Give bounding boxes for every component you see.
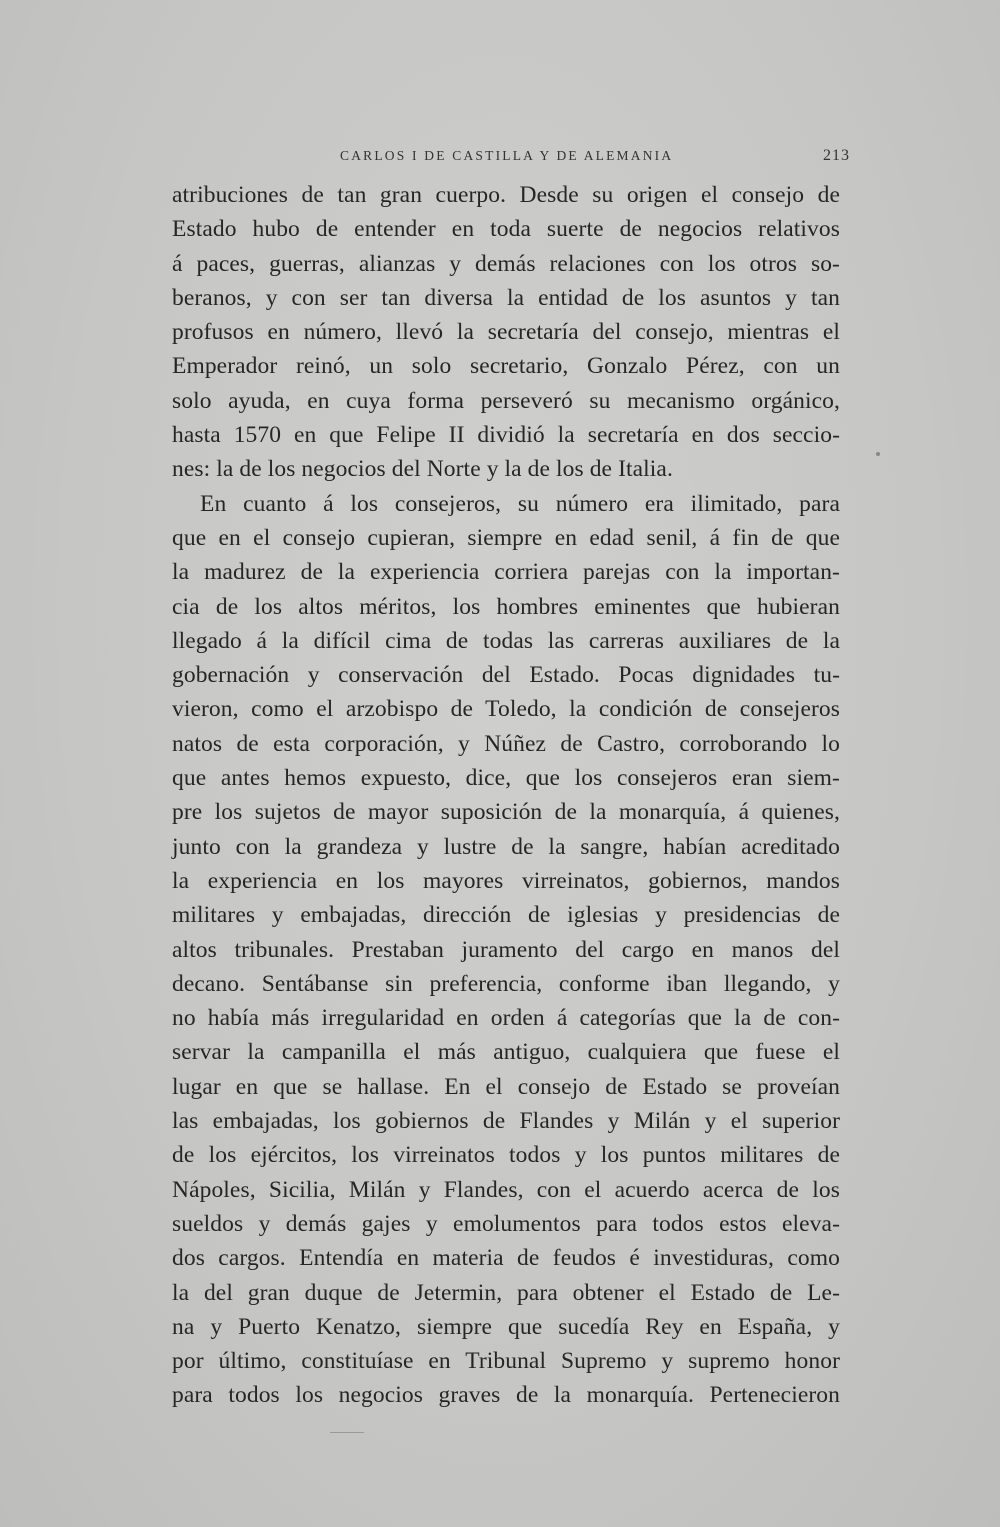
- body-text: [172, 178, 840, 1413]
- paper-mark: [330, 1432, 364, 1433]
- text-line: altos tribunales. Prestaban juramento del cargo en manos del: [172, 936, 840, 963]
- text-line: la experiencia en los mayores virreinatos, gobiernos, mandos: [172, 867, 840, 894]
- text-line: Emperador reinó, un solo secretario, Gonzalo Pérez, con un: [172, 353, 840, 380]
- text-line: nes: la de los negocios del Norte y la de los de Italia.: [172, 456, 673, 483]
- text-line: de los ejércitos, los virreinatos todos y los puntos militares de: [172, 1142, 840, 1169]
- text-line: servar la campanilla el más antiguo, cualquiera que fuese el: [172, 1039, 840, 1066]
- text-line: llegado á la difícil cima de todas las carreras auxiliares de la: [172, 627, 840, 654]
- text-line: que antes hemos expuesto, dice, que los consejeros eran siem-: [172, 765, 840, 792]
- page-number: 213: [823, 147, 850, 164]
- text-line: atribuciones de tan gran cuerpo. Desde su origen el consejo de: [172, 182, 840, 208]
- paragraph-start-line: En cuanto á los consejeros, su número era ilimitado, para: [200, 490, 840, 517]
- text-line: solo ayuda, en cuya forma perseveró su mecanismo orgánico,: [172, 387, 840, 414]
- text-line: beranos, y con ser tan diversa la entidad de los asuntos y tan: [172, 284, 840, 311]
- text-line: vieron, como el arzobispo de Toledo, la condición de consejeros: [172, 696, 840, 723]
- text-line: Nápoles, Sicilia, Milán y Flandes, con el acuerdo acerca de los: [172, 1176, 840, 1203]
- text-line: militares y embajadas, dirección de iglesias y presidencias de: [172, 902, 840, 929]
- text-line: las embajadas, los gobiernos de Flandes y Milán y el superior: [172, 1108, 840, 1135]
- text-line: pre los sujetos de mayor suposición de la monarquía, á quienes,: [172, 799, 840, 826]
- text-line: no había más irregularidad en orden á categorías que la de con-: [172, 1005, 840, 1032]
- text-line: profusos en número, llevó la secretaría del consejo, mientras el: [172, 319, 840, 346]
- text-line: sueldos y demás gajes y emolumentos para todos estos eleva-: [172, 1210, 840, 1237]
- text-line: para todos los negocios graves de la monarquía. Pertenecieron: [172, 1382, 840, 1409]
- text-line: gobernación y conservación del Estado. Pocas dignidades tu-: [172, 662, 840, 689]
- text-line: Estado hubo de entender en toda suerte de negocios relativos: [172, 216, 840, 243]
- text-line: por último, constituíase en Tribunal Supremo y supremo honor: [172, 1348, 840, 1375]
- text-line: hasta 1570 en que Felipe II dividió la secretaría en dos seccio-: [172, 422, 840, 449]
- text-line: lugar en que se hallase. En el consejo de Estado se proveían: [172, 1073, 840, 1100]
- text-line: dos cargos. Entendía en materia de feudos é investiduras, como: [172, 1245, 840, 1272]
- running-title: CARLOS I DE CASTILLA Y DE ALEMANIA: [340, 148, 674, 163]
- text-line: natos de esta corporación, y Núñez de Castro, corroborando lo: [172, 730, 840, 757]
- text-line: á paces, guerras, alianzas y demás relaciones con los otros so-: [172, 250, 840, 277]
- text-line: junto con la grandeza y lustre de la sangre, habían acreditado: [172, 833, 840, 860]
- running-head: [172, 148, 850, 172]
- paper-speck: [876, 452, 880, 456]
- text-line: la del gran duque de Jetermin, para obtener el Estado de Le-: [172, 1279, 840, 1306]
- text-line: decano. Sentábanse sin preferencia, conforme iban llegando, y: [172, 970, 840, 997]
- text-line: cia de los altos méritos, los hombres eminentes que hubieran: [172, 593, 840, 620]
- text-line: que en el consejo cupieran, siempre en edad senil, á fin de que: [172, 524, 840, 551]
- text-line: la madurez de la experiencia corriera parejas con la importan-: [172, 559, 840, 586]
- text-line: na y Puerto Kenatzo, siempre que sucedía Rey en España, y: [172, 1313, 840, 1340]
